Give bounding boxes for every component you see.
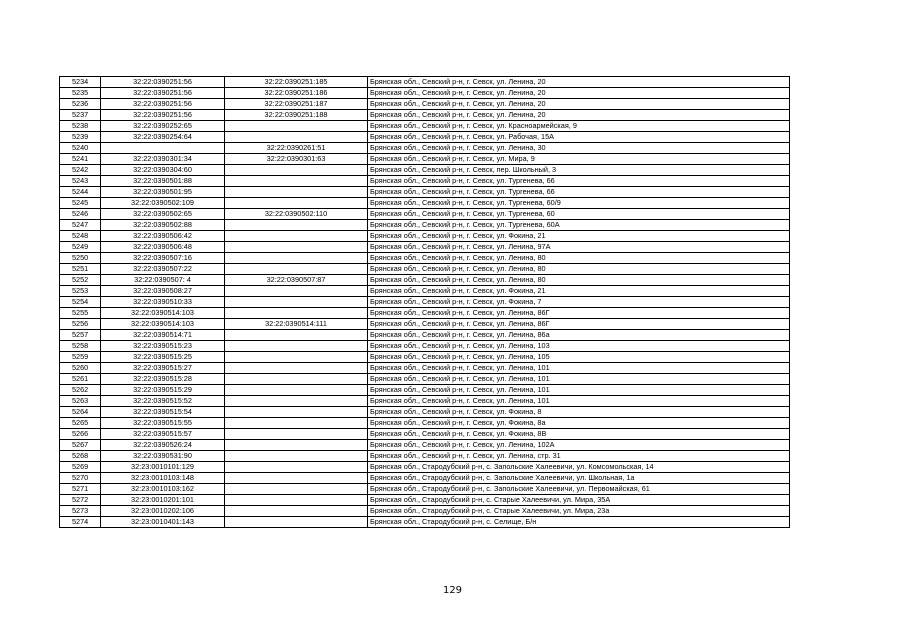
related-cadastral-number-cell <box>225 429 368 440</box>
registry-table-body <box>60 77 790 528</box>
cadastral-number-cell: 32:22:0390507:22 <box>101 264 225 275</box>
address-cell: Брянская обл., Севский р-н, г. Севск, ул. Ленина, 105 <box>368 352 790 363</box>
table-row <box>60 176 790 187</box>
cadastral-number-cell: 32:22:0390510:33 <box>101 297 225 308</box>
address-cell: Брянская обл., Севский р-н, г. Севск, ул. Тургенева, 66 <box>368 176 790 187</box>
cadastral-number-cell: 32:22:0390514:103 <box>101 308 225 319</box>
related-cadastral-number-cell: 32:22:0390251:185 <box>225 77 368 88</box>
address-cell: Брянская обл., Севский р-н, г. Севск, пер. Школьный, 3 <box>368 165 790 176</box>
table-row <box>60 462 790 473</box>
record-number-cell: 5253 <box>60 286 101 297</box>
page-number: 129 <box>442 585 463 596</box>
table-row <box>60 297 790 308</box>
registry-table <box>59 76 790 528</box>
address-cell: Брянская обл., Стародубский р-н, с. Запольские Халеевичи, ул. Первомайская, 61 <box>368 484 790 495</box>
table-row <box>60 330 790 341</box>
record-number-cell: 5269 <box>60 462 101 473</box>
related-cadastral-number-cell <box>225 462 368 473</box>
table-row <box>60 154 790 165</box>
related-cadastral-number-cell <box>225 297 368 308</box>
table-row <box>60 396 790 407</box>
related-cadastral-number-cell <box>225 484 368 495</box>
cadastral-number-cell: 32:22:0390515:23 <box>101 341 225 352</box>
table-row <box>60 88 790 99</box>
table-row <box>60 77 790 88</box>
address-cell: Брянская обл., Севский р-н, г. Севск, ул. Ленина, 20 <box>368 77 790 88</box>
cadastral-number-cell: 32:22:0390254:64 <box>101 132 225 143</box>
related-cadastral-number-cell <box>225 242 368 253</box>
related-cadastral-number-cell <box>225 440 368 451</box>
table-row <box>60 286 790 297</box>
related-cadastral-number-cell <box>225 418 368 429</box>
record-number-cell: 5240 <box>60 143 101 154</box>
cadastral-number-cell: 32:22:0390515:25 <box>101 352 225 363</box>
table-row <box>60 484 790 495</box>
cadastral-number-cell: 32:22:0390251:56 <box>101 77 225 88</box>
cadastral-number-cell: 32:22:0390515:52 <box>101 396 225 407</box>
related-cadastral-number-cell <box>225 330 368 341</box>
table-row <box>60 209 790 220</box>
address-cell: Брянская обл., Севский р-н, г. Севск, ул. Ленина, 80 <box>368 253 790 264</box>
address-cell: Брянская обл., Стародубский р-н, с. Селище, Б/н <box>368 517 790 528</box>
address-cell: Брянская обл., Севский р-н, г. Севск, ул. Тургенева, 60А <box>368 220 790 231</box>
cadastral-number-cell: 32:22:0390514:103 <box>101 319 225 330</box>
related-cadastral-number-cell <box>225 451 368 462</box>
record-number-cell: 5260 <box>60 363 101 374</box>
record-number-cell: 5235 <box>60 88 101 99</box>
record-number-cell: 5273 <box>60 506 101 517</box>
related-cadastral-number-cell: 32:22:0390507:87 <box>225 275 368 286</box>
related-cadastral-number-cell <box>225 165 368 176</box>
related-cadastral-number-cell <box>225 308 368 319</box>
record-number-cell: 5242 <box>60 165 101 176</box>
cadastral-number-cell: 32:23:0010401:143 <box>101 517 225 528</box>
cadastral-number-cell: 32:23:0010202:106 <box>101 506 225 517</box>
related-cadastral-number-cell <box>225 341 368 352</box>
record-number-cell: 5261 <box>60 374 101 385</box>
cadastral-number-cell: 32:23:0010103:162 <box>101 484 225 495</box>
table-row <box>60 220 790 231</box>
address-cell: Брянская обл., Севский р-н, г. Севск, ул. Рабочая, 15А <box>368 132 790 143</box>
record-number-cell: 5239 <box>60 132 101 143</box>
cadastral-number-cell: 32:22:0390501:88 <box>101 176 225 187</box>
table-row <box>60 165 790 176</box>
table-row <box>60 253 790 264</box>
address-cell: Брянская обл., Севский р-н, г. Севск, ул. Фокина, 8а <box>368 418 790 429</box>
related-cadastral-number-cell: 32:22:0390251:186 <box>225 88 368 99</box>
address-cell: Брянская обл., Севский р-н, г. Севск, ул. Ленина, 86а <box>368 330 790 341</box>
cadastral-number-cell: 32:22:0390531:90 <box>101 451 225 462</box>
address-cell: Брянская обл., Севский р-н, г. Севск, ул. Ленина, 86Г <box>368 319 790 330</box>
record-number-cell: 5245 <box>60 198 101 209</box>
table-row <box>60 121 790 132</box>
table-row <box>60 407 790 418</box>
related-cadastral-number-cell <box>225 517 368 528</box>
address-cell: Брянская обл., Севский р-н, г. Севск, ул. Ленина, 97А <box>368 242 790 253</box>
record-number-cell: 5266 <box>60 429 101 440</box>
related-cadastral-number-cell <box>225 374 368 385</box>
related-cadastral-number-cell <box>225 495 368 506</box>
related-cadastral-number-cell: 32:22:0390251:187 <box>225 99 368 110</box>
record-number-cell: 5264 <box>60 407 101 418</box>
address-cell: Брянская обл., Севский р-н, г. Севск, ул. Тургенева, 60/9 <box>368 198 790 209</box>
cadastral-number-cell: 32:22:0390502:109 <box>101 198 225 209</box>
record-number-cell: 5256 <box>60 319 101 330</box>
address-cell: Брянская обл., Севский р-н, г. Севск, ул. Фокина, 21 <box>368 231 790 242</box>
record-number-cell: 5274 <box>60 517 101 528</box>
related-cadastral-number-cell: 32:22:0390502:110 <box>225 209 368 220</box>
cadastral-number-cell: 32:22:0390251:56 <box>101 99 225 110</box>
record-number-cell: 5243 <box>60 176 101 187</box>
related-cadastral-number-cell <box>225 396 368 407</box>
address-cell: Брянская обл., Севский р-н, г. Севск, ул. Ленина, 102А <box>368 440 790 451</box>
related-cadastral-number-cell <box>225 132 368 143</box>
table-row <box>60 473 790 484</box>
related-cadastral-number-cell <box>225 506 368 517</box>
record-number-cell: 5257 <box>60 330 101 341</box>
related-cadastral-number-cell <box>225 253 368 264</box>
related-cadastral-number-cell <box>225 385 368 396</box>
address-cell: Брянская обл., Севский р-н, г. Севск, ул. Ленина, стр. 31 <box>368 451 790 462</box>
related-cadastral-number-cell <box>225 286 368 297</box>
record-number-cell: 5241 <box>60 154 101 165</box>
record-number-cell: 5234 <box>60 77 101 88</box>
cadastral-number-cell: 32:23:0010103:148 <box>101 473 225 484</box>
cadastral-number-cell: 32:22:0390515:54 <box>101 407 225 418</box>
cadastral-number-cell: 32:22:0390304:60 <box>101 165 225 176</box>
related-cadastral-number-cell <box>225 363 368 374</box>
table-row <box>60 374 790 385</box>
related-cadastral-number-cell: 32:22:0390514:111 <box>225 319 368 330</box>
cadastral-number-cell: 32:22:0390526:24 <box>101 440 225 451</box>
record-number-cell: 5246 <box>60 209 101 220</box>
cadastral-number-cell: 32:22:0390515:55 <box>101 418 225 429</box>
address-cell: Брянская обл., Стародубский р-н, с. Старые Халеевичи, ул. Мира, 35А <box>368 495 790 506</box>
table-row <box>60 242 790 253</box>
table-row <box>60 418 790 429</box>
table-row <box>60 506 790 517</box>
table-row <box>60 110 790 121</box>
record-number-cell: 5268 <box>60 451 101 462</box>
cadastral-number-cell: 32:22:0390506:42 <box>101 231 225 242</box>
record-number-cell: 5237 <box>60 110 101 121</box>
address-cell: Брянская обл., Стародубский р-н, с. Запольские Халеевичи, ул. Комсомольская, 14 <box>368 462 790 473</box>
related-cadastral-number-cell <box>225 176 368 187</box>
address-cell: Брянская обл., Севский р-н, г. Севск, ул. Мира, 9 <box>368 154 790 165</box>
table-row <box>60 187 790 198</box>
cadastral-number-cell: 32:22:0390515:29 <box>101 385 225 396</box>
record-number-cell: 5265 <box>60 418 101 429</box>
cadastral-number-cell: 32:22:0390251:56 <box>101 88 225 99</box>
cadastral-number-cell: 32:22:0390508:27 <box>101 286 225 297</box>
cadastral-number-cell: 32:22:0390515:28 <box>101 374 225 385</box>
record-number-cell: 5252 <box>60 275 101 286</box>
record-number-cell: 5249 <box>60 242 101 253</box>
table-row <box>60 99 790 110</box>
table-row <box>60 275 790 286</box>
cadastral-number-cell: 32:22:0390506:48 <box>101 242 225 253</box>
cadastral-number-cell: 32:22:0390507: 4 <box>101 275 225 286</box>
table-row <box>60 363 790 374</box>
record-number-cell: 5267 <box>60 440 101 451</box>
related-cadastral-number-cell: 32:22:0390261:51 <box>225 143 368 154</box>
related-cadastral-number-cell <box>225 231 368 242</box>
table-row <box>60 495 790 506</box>
table-row <box>60 341 790 352</box>
cadastral-number-cell: 32:22:0390301:34 <box>101 154 225 165</box>
cadastral-number-cell: 32:22:0390515:27 <box>101 363 225 374</box>
address-cell: Брянская обл., Севский р-н, г. Севск, ул. Ленина, 86Г <box>368 308 790 319</box>
address-cell: Брянская обл., Севский р-н, г. Севск, ул. Ленина, 20 <box>368 88 790 99</box>
table-row <box>60 451 790 462</box>
record-number-cell: 5248 <box>60 231 101 242</box>
address-cell: Брянская обл., Севский р-н, г. Севск, ул. Ленина, 20 <box>368 99 790 110</box>
address-cell: Брянская обл., Севский р-н, г. Севск, ул. Тургенева, 66 <box>368 187 790 198</box>
table-row <box>60 198 790 209</box>
address-cell: Брянская обл., Севский р-н, г. Севск, ул. Красноармейская, 9 <box>368 121 790 132</box>
record-number-cell: 5272 <box>60 495 101 506</box>
related-cadastral-number-cell: 32:22:0390251:188 <box>225 110 368 121</box>
cadastral-number-cell: 32:22:0390507:16 <box>101 253 225 264</box>
table-row <box>60 132 790 143</box>
related-cadastral-number-cell <box>225 352 368 363</box>
cadastral-number-cell: 32:23:0010101:129 <box>101 462 225 473</box>
related-cadastral-number-cell <box>225 473 368 484</box>
address-cell: Брянская обл., Севский р-н, г. Севск, ул. Фокина, 8В <box>368 429 790 440</box>
address-cell: Брянская обл., Севский р-н, г. Севск, ул. Ленина, 30 <box>368 143 790 154</box>
address-cell: Брянская обл., Севский р-н, г. Севск, ул. Ленина, 101 <box>368 385 790 396</box>
table-row <box>60 143 790 154</box>
cadastral-number-cell: 32:22:0390501:95 <box>101 187 225 198</box>
cadastral-number-cell: 32:23:0010201:101 <box>101 495 225 506</box>
record-number-cell: 5236 <box>60 99 101 110</box>
cadastral-number-cell: 32:22:0390252:65 <box>101 121 225 132</box>
cadastral-number-cell: 32:22:0390514:71 <box>101 330 225 341</box>
cadastral-number-cell: 32:22:0390515:57 <box>101 429 225 440</box>
record-number-cell: 5250 <box>60 253 101 264</box>
record-number-cell: 5262 <box>60 385 101 396</box>
address-cell: Брянская обл., Стародубский р-н, с. Старые Халеевичи, ул. Мира, 23а <box>368 506 790 517</box>
table-row <box>60 517 790 528</box>
address-cell: Брянская обл., Севский р-н, г. Севск, ул. Ленина, 80 <box>368 275 790 286</box>
address-cell: Брянская обл., Севский р-н, г. Севск, ул. Ленина, 20 <box>368 110 790 121</box>
cadastral-number-cell: 32:22:0390251:56 <box>101 110 225 121</box>
address-cell: Брянская обл., Севский р-н, г. Севск, ул. Тургенева, 60 <box>368 209 790 220</box>
related-cadastral-number-cell <box>225 220 368 231</box>
related-cadastral-number-cell <box>225 407 368 418</box>
record-number-cell: 5251 <box>60 264 101 275</box>
address-cell: Брянская обл., Севский р-н, г. Севск, ул. Ленина, 80 <box>368 264 790 275</box>
record-number-cell: 5271 <box>60 484 101 495</box>
record-number-cell: 5255 <box>60 308 101 319</box>
cadastral-number-cell <box>101 143 225 154</box>
record-number-cell: 5238 <box>60 121 101 132</box>
record-number-cell: 5263 <box>60 396 101 407</box>
table-row <box>60 352 790 363</box>
address-cell: Брянская обл., Севский р-н, г. Севск, ул. Ленина, 101 <box>368 363 790 374</box>
related-cadastral-number-cell <box>225 187 368 198</box>
address-cell: Брянская обл., Севский р-н, г. Севск, ул. Ленина, 103 <box>368 341 790 352</box>
address-cell: Брянская обл., Стародубский р-н, с. Запольские Халеевичи, ул. Школьная, 1а <box>368 473 790 484</box>
table-row <box>60 308 790 319</box>
record-number-cell: 5270 <box>60 473 101 484</box>
record-number-cell: 5244 <box>60 187 101 198</box>
record-number-cell: 5259 <box>60 352 101 363</box>
address-cell: Брянская обл., Севский р-н, г. Севск, ул. Фокина, 8 <box>368 407 790 418</box>
related-cadastral-number-cell <box>225 198 368 209</box>
related-cadastral-number-cell <box>225 121 368 132</box>
address-cell: Брянская обл., Севский р-н, г. Севск, ул. Ленина, 101 <box>368 374 790 385</box>
table-row <box>60 264 790 275</box>
address-cell: Брянская обл., Севский р-н, г. Севск, ул. Фокина, 21 <box>368 286 790 297</box>
related-cadastral-number-cell <box>225 264 368 275</box>
table-row <box>60 231 790 242</box>
table-row <box>60 385 790 396</box>
record-number-cell: 5247 <box>60 220 101 231</box>
cadastral-number-cell: 32:22:0390502:88 <box>101 220 225 231</box>
address-cell: Брянская обл., Севский р-н, г. Севск, ул. Фокина, 7 <box>368 297 790 308</box>
record-number-cell: 5254 <box>60 297 101 308</box>
related-cadastral-number-cell: 32:22:0390301:63 <box>225 154 368 165</box>
table-row <box>60 429 790 440</box>
table-row <box>60 440 790 451</box>
address-cell: Брянская обл., Севский р-н, г. Севск, ул. Ленина, 101 <box>368 396 790 407</box>
cadastral-number-cell: 32:22:0390502:65 <box>101 209 225 220</box>
table-row <box>60 319 790 330</box>
record-number-cell: 5258 <box>60 341 101 352</box>
